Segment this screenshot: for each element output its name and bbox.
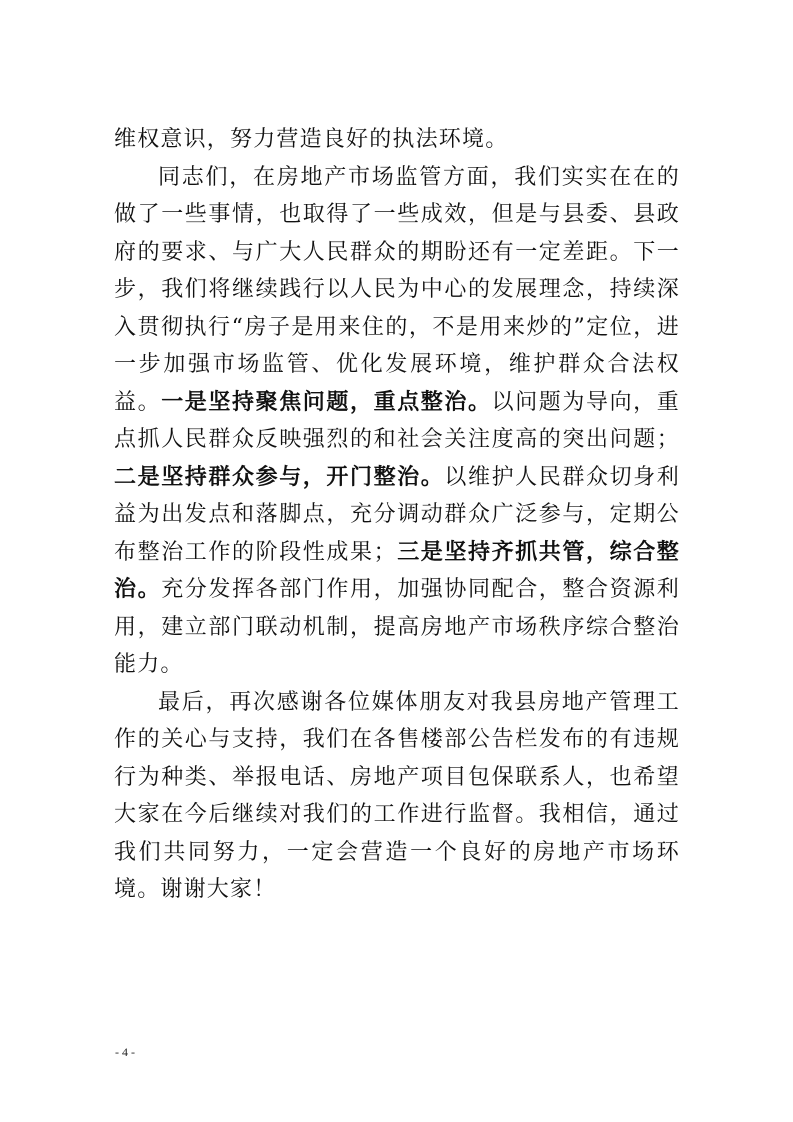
paragraph-3-text: 最后，再次感谢各位媒体朋友对我县房地产管理工作的关心与支持，我们在各售楼部公告栏发布的有违规行为种类、举报电话、房地产项目包保联系人，也希望大家在今后继续对我们的工作进行监督。我相信，通过我们共同努力，一定会营造一个良好的房地产市场环境。谢谢大家！ [114,689,680,902]
paragraph-3 [114,684,680,909]
point-one-text: 以问题为导向，重点抓人民群众反映强烈的和社会关注度高的突出问题； [114,389,680,452]
point-three-text: 充分发挥各部门作用，加强协同配合，整合资源利用，建立部门联动机制，提高房地产市场秩序综合整治能力。 [114,577,680,677]
page-number: - 4 - [115,1045,135,1059]
bold-point-three: 三是坚持齐抓共管，综合整治。 [114,538,680,602]
point-two-text: 以维护人民群众切身利益为出发点和落脚点，充分调动群众广泛参与，定期公布整治工作的阶段性成果； [114,464,680,565]
paragraph-1-text: 维权意识，努力营造良好的执法环境。 [114,127,509,152]
bold-point-one: 一是坚持聚焦问题，重点整治。 [161,388,492,415]
paragraph-2 [114,159,680,684]
paragraph-1 [114,121,680,159]
paragraph-2-text: 同志们，在房地产市场监管方面，我们实实在在的做了一些事情，也取得了一些成效，但是与县委、县政府的要求、与广大人民群众的期盼还有一定差距。下一步，我们将继续践行以人民为中心的发展理念，持续深入贯彻执行“房子是用来住的，不是用来炒的”定位，进一步加强市场监管、优化发展环境，维护群众合法权益。 [114,164,680,415]
body-text [114,121,680,909]
bold-point-two: 二是坚持群众参与，开门整治。 [114,463,445,490]
